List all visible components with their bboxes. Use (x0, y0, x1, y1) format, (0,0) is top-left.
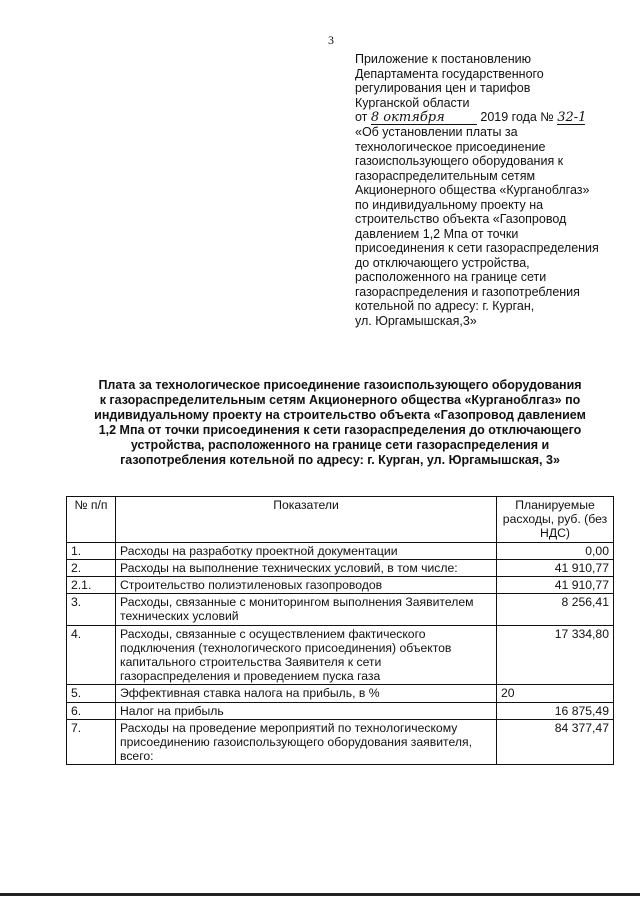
row-num: 4. (67, 625, 116, 685)
handwritten-number: 32-1 (557, 110, 587, 125)
row-indicator: Расходы, связанные с мониторингом выполнения Заявителем технических условий (116, 594, 497, 625)
document-title (60, 378, 620, 468)
appendix-line: Приложение к постановлению (355, 52, 531, 66)
row-num: 1. (67, 542, 116, 559)
row-value: 20 (497, 685, 614, 702)
row-value: 41 910,77 (497, 559, 614, 576)
appendix-desc-line: «Об установлении платы за (355, 125, 518, 139)
row-indicator: Эффективная ставка налога на прибыль, в % (116, 685, 497, 702)
title-line: устройства, расположенного на границе сети газораспределения и (130, 438, 550, 452)
title-line: 1,2 Мпа от точки присоединения к сети газораспределения до отключающего (98, 423, 582, 437)
appendix-desc-line: газораспределения и газопотребления (355, 284, 580, 299)
cost-table (66, 496, 614, 765)
table-row (67, 702, 614, 719)
appendix-desc-line: до отключающего устройства, (355, 255, 530, 270)
appendix-desc-line: расположенного на границе сети (355, 270, 547, 284)
table-row (67, 685, 614, 702)
scan-edge-line (0, 893, 640, 896)
table-header-row (67, 497, 614, 543)
appendix-desc-line: Акционерного общества «Курганоблгаз» (355, 183, 590, 197)
row-num: 7. (67, 719, 116, 765)
appendix-desc-line: строительство объекта «Газопровод (355, 212, 567, 226)
table-row (67, 542, 614, 559)
row-indicator: Расходы на проведение мероприятий по технологическому присоединению газоиспользующего оборудования заявителя, всего: (116, 719, 497, 765)
appendix-date-line (355, 110, 625, 125)
appendix-desc-line: газораспределительным сетям (355, 168, 536, 183)
row-indicator: Строительство полиэтиленовых газопроводов (116, 577, 497, 594)
appendix-desc-line: давлением 1,2 Мпа от точки (355, 226, 519, 241)
appendix-block (355, 52, 625, 328)
row-value: 17 334,80 (497, 625, 614, 685)
row-num: 2.1. (67, 577, 116, 594)
row-num: 6. (67, 702, 116, 719)
title-line: индивидуальному проекту на строительство объекта «Газопровод давлением (94, 408, 586, 422)
ot-label: от (355, 110, 368, 124)
row-indicator: Расходы, связанные с осуществлением фактического подключения (технологического присоединения) объектов капитального строительства Заявителя к сети газораспределения и проведением пуска газа (116, 625, 497, 685)
row-value: 41 910,77 (497, 577, 614, 594)
row-indicator: Расходы на разработку проектной документации (116, 542, 497, 559)
row-indicator: Налог на прибыль (116, 702, 497, 719)
title-line: к газораспределительным сетям Акционерного общества «Курганоблгаз» по (99, 393, 581, 407)
appendix-desc-line: котельной по адресу: г. Курган, (355, 299, 535, 313)
appendix-line: Курганской области (355, 95, 470, 110)
year-label: 2019 года № (480, 110, 554, 124)
table-row (67, 577, 614, 594)
row-value: 0,00 (497, 542, 614, 559)
row-indicator: Расходы на выполнение технических условий, в том числе: (116, 559, 497, 576)
appendix-desc-line: присоединения к сети газораспределения (355, 241, 599, 255)
title-line: газопотребления котельной по адресу: г. Курган, ул. Юргамышская, 3» (120, 453, 560, 467)
row-num: 2. (67, 559, 116, 576)
handwritten-date: 8 октября (371, 112, 477, 125)
row-value: 16 875,49 (497, 702, 614, 719)
header-value: Планируемые расходы, руб. (без НДС) (497, 497, 614, 543)
row-value: 84 377,47 (497, 719, 614, 765)
row-num: 3. (67, 594, 116, 625)
row-value: 8 256,41 (497, 594, 614, 625)
appendix-desc-line: газоиспользующего оборудования к (355, 154, 564, 168)
appendix-desc-line: по индивидуальному проекту на (355, 197, 544, 212)
page-number: 3 (328, 33, 334, 47)
table-row (67, 594, 614, 625)
appendix-line: регулирования цен и тарифов (355, 81, 531, 95)
appendix-desc-line: ул. Юргамышская,3» (355, 313, 477, 328)
header-indicator: Показатели (116, 497, 497, 543)
table-row (67, 625, 614, 685)
title-line: Плата за технологическое присоединение газоиспользующего оборудования (98, 378, 582, 392)
header-num: № п/п (67, 497, 116, 543)
row-num: 5. (67, 685, 116, 702)
appendix-desc-line: технологическое присоединение (355, 139, 546, 154)
table-row (67, 719, 614, 765)
table-row (67, 559, 614, 576)
appendix-line: Департамента государственного (355, 66, 544, 81)
